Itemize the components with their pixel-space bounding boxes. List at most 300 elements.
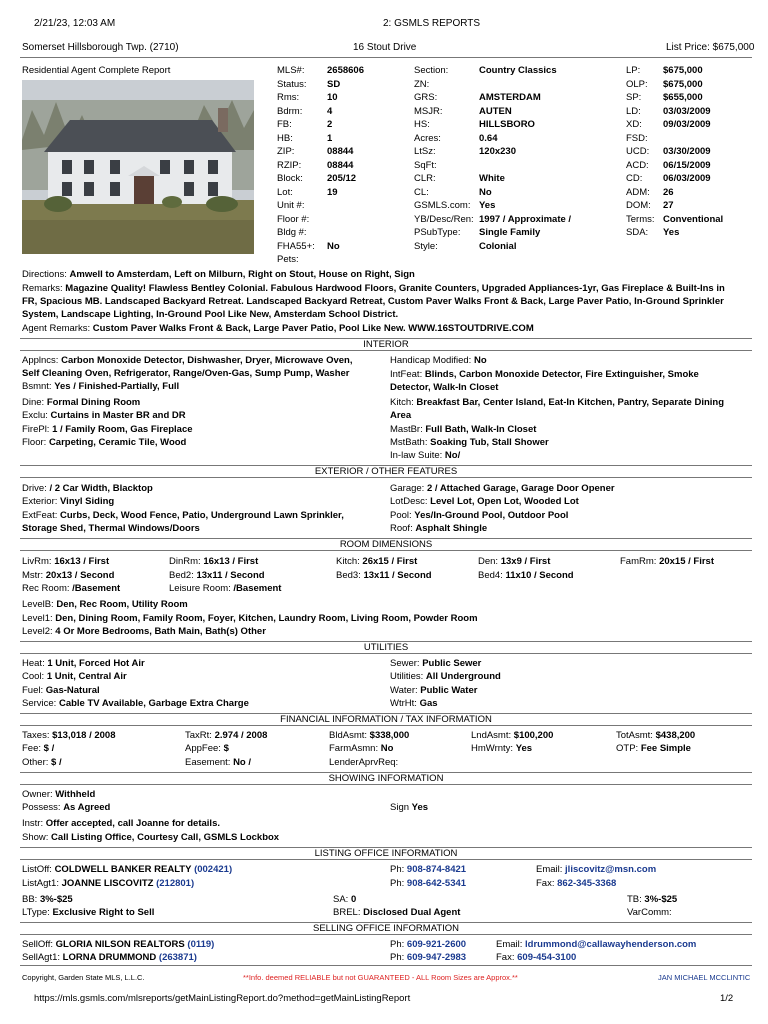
field-label: YB/Desc/Ren:	[414, 213, 474, 225]
field-value: 2	[327, 119, 333, 130]
remarks-line-2: FR, Spacious MB. Landscaped Backyard Retreat. Landscaped Backyard Retreat, Custom Paver Walks Front & Back, Large Paver Patio, In-Ground Sprinkler	[22, 296, 724, 307]
pool-label: Pool:	[390, 510, 412, 521]
field-label: FB:	[277, 119, 292, 130]
exclu-value: Curtains in Master BR and DR	[50, 410, 186, 421]
print-page-number: 1/2	[720, 993, 734, 1004]
field-label: XD:	[626, 119, 642, 130]
field-value: AUTEN	[479, 105, 512, 117]
drive-label: Drive:	[22, 483, 47, 494]
field-value: Yes	[663, 227, 680, 238]
field-value: 27	[663, 200, 674, 211]
field-label: FHA55+:	[277, 240, 315, 252]
col1-row	[277, 145, 353, 158]
field-label: DOM:	[626, 200, 651, 211]
agent-remarks-label: Agent Remarks:	[22, 323, 91, 334]
field-value: White	[479, 173, 505, 184]
field-label: Terms:	[626, 213, 655, 225]
heat-value: 1 Unit, Forced Hot Air	[47, 658, 145, 669]
intfeat-value: Blinds, Carbon Monoxide Detector, Fire Extinguisher, Smoke	[424, 369, 699, 380]
col3-row	[626, 145, 711, 158]
remarks-row	[22, 282, 725, 295]
other-label: Other:	[22, 757, 49, 768]
extfeat-value-2: Storage Shed, Thermal Windows/Doors	[22, 523, 200, 534]
section-exterior: EXTERIOR / OTHER FEATURES	[20, 465, 752, 478]
field-value: 19	[327, 186, 338, 198]
dine-value: Formal Dining Room	[46, 397, 141, 408]
field-label: UCD:	[626, 146, 650, 157]
field-value: Colonial	[479, 240, 517, 252]
col3-row	[626, 91, 703, 104]
col3-row	[626, 64, 703, 77]
livrm-label: LivRm:	[22, 556, 52, 567]
extfeat-value: Curbs, Deck, Wood Fence, Patio, Underground Lawn Sprinkler,	[60, 510, 344, 521]
field-label: Pets:	[277, 254, 299, 265]
exclu-label: Exclu:	[22, 410, 48, 421]
col1-row	[277, 240, 340, 253]
col3-row	[626, 199, 674, 212]
col2-row	[414, 186, 492, 199]
field-value: 06/15/2009	[663, 159, 711, 171]
col2-row	[414, 78, 479, 91]
tb-value: 3%-$25	[644, 894, 678, 905]
field-label: SqFt:	[414, 159, 437, 171]
field-value: 08844	[327, 159, 354, 171]
kitch-label: Kitch:	[390, 397, 414, 408]
den-label: Den:	[478, 556, 499, 567]
bed4-label: Bed4:	[478, 570, 503, 581]
field-value: $655,000	[663, 92, 703, 103]
fuel-label: Fuel:	[22, 685, 44, 696]
taxrt-label: TaxRt:	[185, 730, 212, 741]
col3-row	[626, 186, 674, 199]
divider	[20, 965, 752, 966]
col2-row	[414, 199, 495, 212]
sa-label: SA:	[333, 894, 349, 905]
report-title: Residential Agent Complete Report	[22, 65, 171, 76]
directions-value: Amwell to Amsterdam, Left on Milburn, Right on Stout, House on Right, Sign	[69, 269, 415, 280]
varcomm-label: VarComm:	[627, 907, 672, 918]
mstbath-value: Soaking Tub, Stall Shower	[430, 437, 549, 448]
field-value: Yes	[479, 200, 496, 211]
water-label: Water:	[390, 685, 418, 696]
col2-row	[414, 105, 512, 118]
field-value: No	[327, 240, 340, 252]
col1-row	[277, 159, 353, 172]
otp-value: Fee Simple	[640, 743, 691, 754]
col3-row	[626, 132, 663, 145]
field-label: Bdrm:	[277, 105, 303, 117]
appfee-value: $	[223, 743, 229, 754]
field-value: No	[479, 186, 492, 198]
col2-row	[414, 159, 479, 172]
selloff-phone-label: Ph:	[390, 939, 405, 950]
kitch-room-label: Kitch:	[336, 556, 360, 567]
col3-row	[626, 172, 711, 185]
field-value: AMSTERDAM	[479, 92, 541, 103]
property-photo	[22, 80, 254, 254]
col1-row	[277, 118, 332, 131]
wtrht-value: Gas	[419, 698, 438, 709]
dine-label: Dine:	[22, 397, 45, 408]
level2-label: Level2:	[22, 626, 53, 637]
totasmt-label: TotAsmt:	[616, 730, 653, 741]
listoff-phone-label: Ph:	[390, 864, 405, 875]
kitch-value-2: Area	[390, 410, 412, 421]
show-label: Show:	[22, 832, 49, 843]
col2-row	[414, 145, 516, 158]
listagt-email-label: Email:	[536, 864, 563, 875]
bed2-label: Bed2:	[169, 570, 194, 581]
section-utilities: UTILITIES	[20, 641, 752, 654]
col3-row	[626, 105, 711, 118]
selloff-phone-link[interactable]: 609-921-2600	[406, 939, 467, 950]
exterior-label: Exterior:	[22, 496, 58, 507]
intfeat-label: IntFeat:	[390, 369, 423, 380]
famrm-value: 20x15 / First	[659, 556, 714, 567]
field-value: HILLSBORO	[479, 119, 535, 130]
section-interior: INTERIOR	[20, 338, 752, 351]
mstbath-label: MstBath:	[390, 437, 428, 448]
bed3-label: Bed3:	[336, 570, 361, 581]
listagt-email-link[interactable]: jliscovitz@msn.com	[565, 864, 657, 875]
col2-row	[414, 64, 557, 77]
col2-row	[414, 91, 541, 104]
water-value: Public Water	[420, 685, 478, 696]
easement-label: Easement:	[185, 757, 231, 768]
field-label: HS:	[414, 119, 430, 130]
handicap-value: No	[473, 355, 487, 366]
col1-row	[277, 105, 332, 118]
field-label: LD:	[626, 105, 641, 117]
bed2-value: 13x11 / Second	[196, 570, 265, 581]
owner-value: Withheld	[55, 789, 96, 800]
service-label: Service:	[22, 698, 57, 709]
bed4-value: 11x10 / Second	[505, 570, 574, 581]
inlaw-label: In-law Suite:	[390, 450, 443, 461]
sewer-value: Public Sewer	[422, 658, 482, 669]
bed3-value: 13x11 / Second	[363, 570, 432, 581]
col1-row	[277, 186, 338, 199]
section-showing: SHOWING INFORMATION	[20, 772, 752, 785]
field-value: Country Classics	[479, 65, 557, 76]
field-label: OLP:	[626, 78, 648, 90]
pool-value: Yes/In-Ground Pool, Outdoor Pool	[414, 510, 569, 521]
remarks-line-3: System, Landscape Lighting, In-Ground Pool Like New, Amsterdam School District.	[22, 309, 399, 320]
sellagt-fax-label: Fax:	[496, 952, 515, 963]
sewer-label: Sewer:	[390, 658, 420, 669]
fee-label: Fee:	[22, 743, 42, 754]
listoff-id-link[interactable]: (002421)	[194, 864, 233, 875]
leisure-label: Leisure Room:	[169, 583, 231, 594]
possess-label: Possess:	[22, 802, 61, 813]
col1-row	[277, 172, 356, 185]
col1-row	[277, 213, 327, 226]
field-label: ACD:	[626, 159, 649, 171]
col3-row	[626, 226, 679, 239]
disclaimer-text: **Info. deemed RELIABLE but not GUARANTEED - ALL Room Sizes are Approx.**	[243, 973, 518, 982]
fee-value: $ /	[43, 743, 55, 754]
level2-value: 4 Or More Bedrooms, Bath Main, Bath(s) Other	[55, 626, 266, 637]
property-address: 16 Stout Drive	[353, 42, 417, 53]
sellagt-value: LORNA DRUMMOND	[62, 952, 157, 963]
sellagt-email-link[interactable]: ldrummond@callawayhenderson.com	[525, 939, 697, 950]
listagt-phone-link[interactable]: 908-642-5341	[406, 878, 467, 889]
instr-label: Instr:	[22, 818, 44, 829]
exterior-value: Vinyl Siding	[60, 496, 115, 507]
possess-value: As Agreed	[63, 802, 111, 813]
col1-row	[277, 226, 327, 239]
mstr-value: 20x13 / Second	[45, 570, 115, 581]
utilities-label: Utilities:	[390, 671, 424, 682]
field-label: LtSz:	[414, 146, 436, 157]
section-financial: FINANCIAL INFORMATION / TAX INFORMATION	[20, 713, 752, 726]
col2-row	[414, 226, 540, 239]
field-value: 06/03/2009	[663, 173, 711, 184]
listoff-label: ListOff:	[22, 864, 52, 875]
den-value: 13x9 / First	[500, 556, 551, 567]
farmasmn-label: FarmAsmn:	[329, 743, 379, 754]
level1-value: Den, Dining Room, Family Room, Foyer, Kitchen, Laundry Room, Living Room, Powder Room	[55, 613, 478, 624]
section-listing-office: LISTING OFFICE INFORMATION	[20, 847, 752, 860]
field-value: 09/03/2009	[663, 119, 711, 130]
field-value: 08844	[327, 146, 354, 157]
field-label: FSD:	[626, 132, 648, 144]
agent-remarks-row	[22, 322, 534, 335]
garage-label: Garage:	[390, 483, 425, 494]
field-label: GSMLS.com:	[414, 200, 471, 211]
kitch-room-value: 26x15 / First	[362, 556, 418, 567]
farmasmn-value: No	[380, 743, 394, 754]
agent-name-text: JAN MICHAEL MCCLINTIC	[658, 973, 751, 982]
listagt-fax-link[interactable]: 862-345-3368	[557, 878, 617, 889]
cool-value: 1 Unit, Central Air	[46, 671, 127, 682]
listagt-label: ListAgt1:	[22, 878, 59, 889]
mstr-label: Mstr:	[22, 570, 44, 581]
field-label: Lot:	[277, 186, 293, 198]
divider	[20, 57, 752, 58]
hmwrnty-label: HmWrnty:	[471, 743, 514, 754]
extfeat-label: ExtFeat:	[22, 510, 58, 521]
field-value: 205/12	[327, 173, 357, 184]
roof-label: Roof:	[390, 523, 413, 534]
col2-row	[414, 132, 498, 145]
utilities-value: All Underground	[425, 671, 501, 682]
bldasmt-label: BldAsmt:	[329, 730, 368, 741]
firepl-value: 1 / Family Room, Gas Fireplace	[52, 424, 193, 435]
mastbr-value: Full Bath, Walk-In Closet	[425, 424, 537, 435]
field-value: $675,000	[663, 78, 703, 90]
field-value: 4	[327, 105, 333, 117]
col1-row	[277, 91, 338, 104]
floor-value: Carpeting, Ceramic Tile, Wood	[48, 437, 187, 448]
firepl-label: FirePl:	[22, 424, 50, 435]
listoff-phone-link[interactable]: 908-874-8421	[406, 864, 467, 875]
applncs-label: Applncs:	[22, 355, 59, 366]
field-label: MLS#:	[277, 65, 305, 76]
sa-value: 0	[350, 894, 357, 905]
col3-row	[626, 78, 703, 91]
field-label: SDA:	[626, 227, 649, 238]
field-label: Acres:	[414, 132, 441, 144]
bb-label: BB:	[22, 894, 38, 905]
floor-label: Floor:	[22, 437, 47, 448]
easement-value: No /	[233, 757, 252, 768]
leisure-value: /Basement	[233, 583, 282, 594]
field-value: 1	[327, 132, 333, 144]
print-url: https://mls.gsmls.com/mlsreports/getMainListingReport.do?method=getMainListingReport	[34, 993, 411, 1004]
other-value: $ /	[51, 757, 62, 768]
field-label: ZN:	[414, 78, 430, 90]
print-datetime: 2/21/23, 12:03 AM	[34, 18, 116, 29]
col1-row	[277, 78, 340, 91]
roof-value: Asphalt Shingle	[415, 523, 488, 534]
col1-row	[277, 199, 327, 212]
col2-row	[414, 240, 516, 253]
field-value: 03/30/2009	[663, 146, 711, 157]
lndasmt-value: $100,200	[513, 730, 554, 741]
applncs-value: Carbon Monoxide Detector, Dishwasher, Dryer, Microwave Oven,	[61, 355, 353, 366]
field-value: 0.64	[479, 132, 498, 144]
applncs-value-2: Self Cleaning Oven, Refrigerator, Range/Oven-Gas, Sump Pump, Washer	[22, 368, 350, 379]
level1-label: Level1:	[22, 613, 53, 624]
copyright-text: Copyright, Garden State MLS, L.L.C.	[22, 973, 145, 982]
field-value: Single Family	[479, 227, 541, 238]
field-value: 1997 / Approximate /	[479, 213, 572, 225]
totasmt-value: $438,200	[655, 730, 696, 741]
col2-row	[414, 213, 571, 226]
directions-row	[22, 268, 415, 281]
lender-label: LenderAprvReq:	[329, 757, 399, 768]
field-label: Status:	[277, 78, 307, 90]
field-value: Conventional	[663, 213, 724, 225]
sign-value: Yes	[411, 802, 429, 813]
section-selling-office: SELLING OFFICE INFORMATION	[20, 922, 752, 935]
field-label: Unit #:	[277, 200, 305, 211]
col3-row	[626, 118, 711, 131]
field-value: SD	[327, 78, 341, 90]
selloff-id-link[interactable]: (0119)	[187, 939, 215, 950]
remarks-line-1: Magazine Quality! Flawless Bentley Colonial. Fabulous Hardwood Floors, Granite Counters, Upgraded Appliances-1yr, Gas Fireplace & Built-Ins in	[65, 283, 725, 294]
sign-label: Sign	[390, 802, 410, 813]
print-title: 2: GSMLS REPORTS	[383, 18, 481, 29]
show-value: Call Listing Office, Courtesy Call, GSMLS Lockbox	[51, 832, 280, 843]
field-label: Floor #:	[277, 213, 310, 225]
inlaw-value: No/	[444, 450, 461, 461]
sellagt-phone-label: Ph:	[390, 952, 405, 963]
taxes-label: Taxes:	[22, 730, 50, 741]
col2-row	[414, 172, 505, 185]
field-label: CD:	[626, 173, 643, 184]
otp-label: OTP:	[616, 743, 639, 754]
field-label: HB:	[277, 132, 293, 144]
lotdesc-label: LotDesc:	[390, 496, 428, 507]
service-value: Cable TV Available, Garbage Extra Charge	[58, 698, 249, 709]
hmwrnty-value: Yes	[515, 743, 533, 754]
bb-value: 3%-$25	[39, 894, 73, 905]
field-label: Block:	[277, 173, 303, 184]
garage-value: 2 / Attached Garage, Garage Door Opener	[426, 483, 615, 494]
listoff-value: COLDWELL BANKER REALTY	[54, 864, 192, 875]
selloff-value: GLORIA NILSON REALTORS	[55, 939, 185, 950]
listagt-phone-label: Ph:	[390, 878, 405, 889]
dinrm-value: 16x13 / First	[203, 556, 259, 567]
agent-remarks-value: Custom Paver Walks Front & Back, Large Paver Patio, Pool Like New. WWW.16STOUTDRIVE.COM	[92, 323, 534, 334]
col1-row	[277, 132, 332, 145]
area-label: Somerset Hillsborough Twp. (2710)	[22, 42, 179, 53]
wtrht-label: WtrHt:	[390, 698, 417, 709]
field-label: GRS:	[414, 92, 438, 103]
field-value: 03/03/2009	[663, 105, 711, 117]
listagt-id-link[interactable]: (212801)	[156, 878, 195, 889]
col1-row	[277, 64, 364, 77]
cool-label: Cool:	[22, 671, 45, 682]
field-label: Rms:	[277, 92, 300, 103]
livrm-value: 16x13 / First	[54, 556, 110, 567]
field-label: SP:	[626, 92, 642, 103]
ltype-value: Exclusive Right to Sell	[52, 907, 155, 918]
col3-row	[626, 213, 723, 226]
field-label: ADM:	[626, 186, 650, 198]
drive-value: / 2 Car Width, Blacktop	[49, 483, 153, 494]
field-value: 26	[663, 186, 674, 198]
handicap-label: Handicap Modified:	[390, 355, 472, 366]
heat-label: Heat:	[22, 658, 45, 669]
owner-label: Owner:	[22, 789, 53, 800]
lotdesc-value: Level Lot, Open Lot, Wooded Lot	[430, 496, 579, 507]
field-label: ZIP:	[277, 146, 295, 157]
listagt-fax-label: Fax:	[536, 878, 555, 889]
sellagt-label: SellAgt1:	[22, 952, 61, 963]
brel-label: BREL:	[333, 907, 361, 918]
field-label: MSJR:	[414, 105, 443, 117]
famrm-label: FamRm:	[620, 556, 657, 567]
dinrm-label: DinRm:	[169, 556, 201, 567]
bldasmt-value: $338,000	[369, 730, 410, 741]
brel-value: Disclosed Dual Agent	[363, 907, 461, 918]
field-value: 10	[327, 92, 338, 103]
sellagt-email-label: Email:	[496, 939, 523, 950]
fuel-value: Gas-Natural	[45, 685, 100, 696]
directions-label: Directions:	[22, 269, 67, 280]
col2-row	[414, 118, 535, 131]
col3-row	[626, 159, 711, 172]
field-label: RZIP:	[277, 159, 302, 171]
section-room-dimensions: ROOM DIMENSIONS	[20, 538, 752, 551]
field-label: CL:	[414, 186, 429, 198]
remarks-label: Remarks:	[22, 283, 63, 294]
field-label: Style:	[414, 240, 438, 252]
bsmnt-value: Yes / Finished-Partially, Full	[54, 381, 180, 392]
bsmnt-label: Bsmnt:	[22, 381, 52, 392]
col1-row	[277, 253, 327, 266]
mastbr-label: MastBr:	[390, 424, 423, 435]
instr-value: Offer accepted, call Joanne for details.	[45, 818, 220, 829]
selloff-label: SellOff:	[22, 939, 53, 950]
sellagt-phone-link[interactable]: 609-947-2983	[406, 952, 467, 963]
sellagt-fax-link[interactable]: 609-454-3100	[517, 952, 577, 963]
field-label: PSubType:	[414, 227, 461, 238]
tb-label: TB:	[627, 894, 642, 905]
lndasmt-label: LndAsmt:	[471, 730, 512, 741]
kitch-value: Breakfast Bar, Center Island, Eat-In Kitchen, Pantry, Separate Dining	[416, 397, 725, 408]
field-value: 120x230	[479, 146, 516, 157]
field-label: Bldg #:	[277, 227, 307, 238]
levelb-label: LevelB:	[22, 599, 54, 610]
sellagt-id-link[interactable]: (263871)	[158, 952, 197, 963]
list-price: List Price: $675,000	[666, 42, 755, 53]
ltype-label: LType:	[22, 907, 50, 918]
field-value: 2658606	[327, 65, 364, 76]
